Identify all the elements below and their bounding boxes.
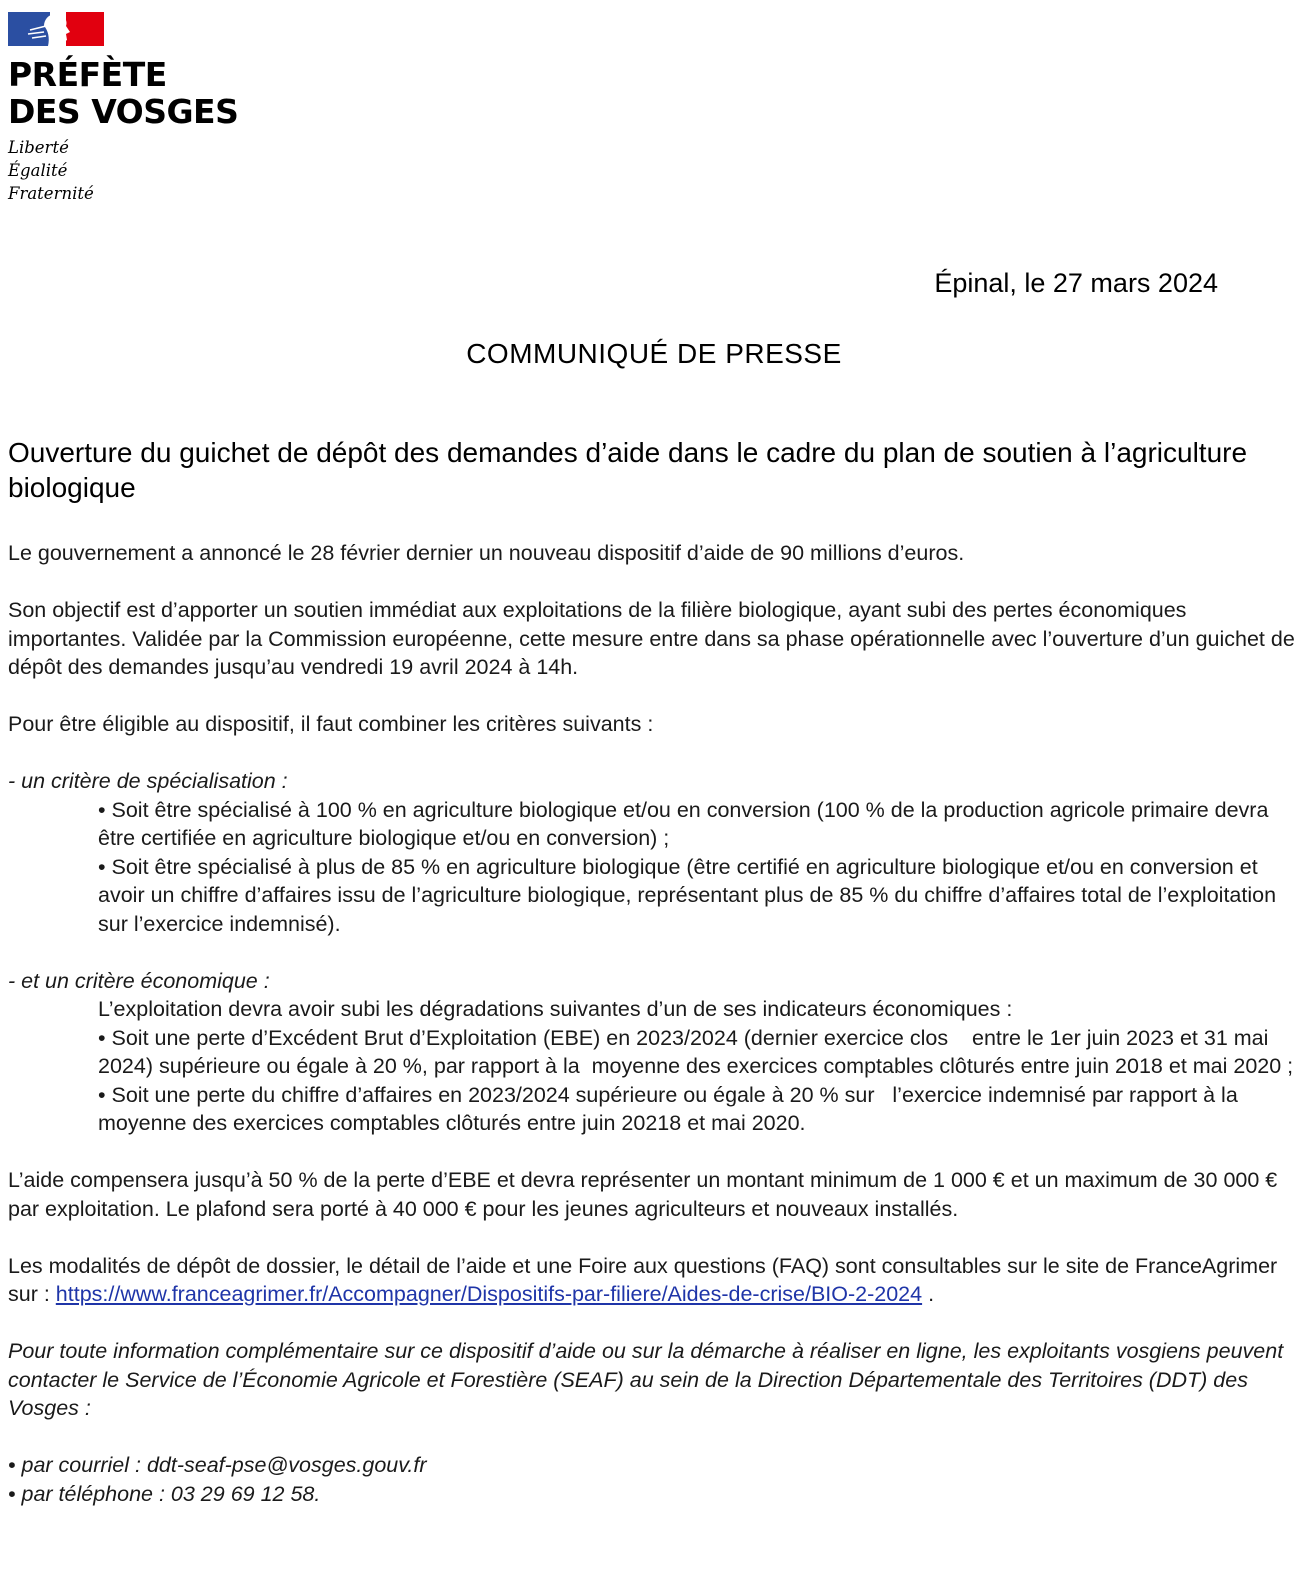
document-type-title: COMMUNIQUÉ DE PRESSE bbox=[466, 338, 842, 369]
economic-criterion-label: - et un critère économique : bbox=[8, 968, 270, 993]
specialisation-criterion bbox=[8, 767, 1304, 938]
marianne-tricolor-icon bbox=[8, 12, 104, 48]
economic-criterion-intro: L’exploitation devra avoir subi les dégradations suivantes d’un de ses indicateurs économiques : bbox=[98, 997, 1013, 1021]
press-release-headline: Ouverture du guichet de dépôt des demandes d’aide dans le cadre du plan de soutien à l’agriculture biologique bbox=[8, 437, 1248, 503]
document-date: Épinal, le 27 mars 2024 bbox=[934, 268, 1218, 298]
press-release-body bbox=[8, 539, 1304, 1508]
economic-item: • Soit une perte d’Excédent Brut d’Exploitation (EBE) en 2023/2024 (dernier exercice clos entre le 1er juin 2023 et 31 mai 2024) supérieure ou égale à 20 %, par rapport à la moyenne des exercices comptables clôturés entre juin 2018 et mai 2020 ; bbox=[98, 1025, 1294, 1078]
economic-item: • Soit une perte du chiffre d’affaires en 2023/2024 supérieure ou égale à 20 % sur l’exercice indemnisé par rapport à la moyenne des exercices comptables clôturés entre juin 20218 et mai 2020. bbox=[98, 1082, 1244, 1135]
contact-phone[interactable]: • par téléphone : 03 29 69 12 58. bbox=[8, 1481, 321, 1506]
modalities-paragraph bbox=[8, 1252, 1304, 1309]
motto-egalite: Égalité bbox=[8, 161, 68, 180]
specialisation-item: • Soit être spécialisé à 100 % en agriculture biologique et/ou en conversion (100 % de la production agricole primaire devra être certifiée en agriculture biologique et/ou en conversion) ; bbox=[98, 797, 1269, 850]
specialisation-item: • Soit être spécialisé à plus de 85 % en agriculture biologique (être certifié en agriculture biologique et/ou en conversion et avoir un chiffre d’affaires issu de l’agriculture biologique, représentant plus de 85 % du chiffre d’affaires total de l’exploitation sur l’exercice indemnisé). bbox=[98, 854, 1277, 936]
intro-paragraph: Le gouvernement a annoncé le 28 février dernier un nouveau dispositif d’aide de 90 millions d’euros. bbox=[8, 541, 965, 565]
compensation-paragraph: L’aide compensera jusqu’à 50 % de la perte d’EBE et devra représenter un montant minimum de 1 000 € et un maximum de 30 000 € par exploitation. Le plafond sera porté à 40 000 € pour les jeunes agriculteurs et nouveaux installés. bbox=[8, 1168, 1278, 1221]
prefecture-logo bbox=[8, 12, 238, 205]
logo-name-line1: PRÉFÈTE bbox=[8, 55, 167, 94]
franceagrimer-link[interactable]: https://www.franceagrimer.fr/Accompagner/Dispositifs-par-filiere/Aides-de-crise/BIO-2-2024 bbox=[55, 1282, 923, 1306]
objective-paragraph: Son objectif est d’apporter un soutien immédiat aux exploitations de la filière biologique, ayant subi des pertes économiques importantes. Validée par la Commission européenne, cette mesure entre dans sa phase opérationnelle avec l’ouverture d’un guichet de dépôt des demandes jusqu’au vendredi 19 avril 2024 à 14h. bbox=[8, 598, 1295, 679]
contact-paragraph: Pour toute information complémentaire sur ce dispositif d’aide ou sur la démarche à réaliser en ligne, les exploitants vosgiens peuvent contacter le Service de l’Économie Agricole et Forestière (SEAF) au sein de la Direction Départementale des Territoires (DDT) des Vosges : bbox=[8, 1339, 1284, 1420]
economic-criterion bbox=[8, 967, 1304, 1138]
modalities-text: Les modalités de dépôt de dossier, le détail de l’aide et une Foire aux questions (FAQ) sont consultables sur le site de FranceAgrimer sur : bbox=[8, 1253, 1278, 1306]
motto-fraternite: Fraternité bbox=[8, 184, 94, 203]
modalities-text-end: . bbox=[922, 1282, 935, 1306]
eligibility-paragraph: Pour être éligible au dispositif, il faut combiner les critères suivants : bbox=[8, 712, 654, 736]
logo-name-line2: DES VOSGES bbox=[8, 92, 239, 131]
republic-motto bbox=[8, 136, 238, 205]
motto-liberte: Liberté bbox=[8, 138, 69, 157]
contact-email[interactable]: • par courriel : ddt-seaf-pse@vosges.gouv.fr bbox=[8, 1453, 427, 1477]
specialisation-criterion-label: - un critère de spécialisation : bbox=[8, 769, 288, 793]
